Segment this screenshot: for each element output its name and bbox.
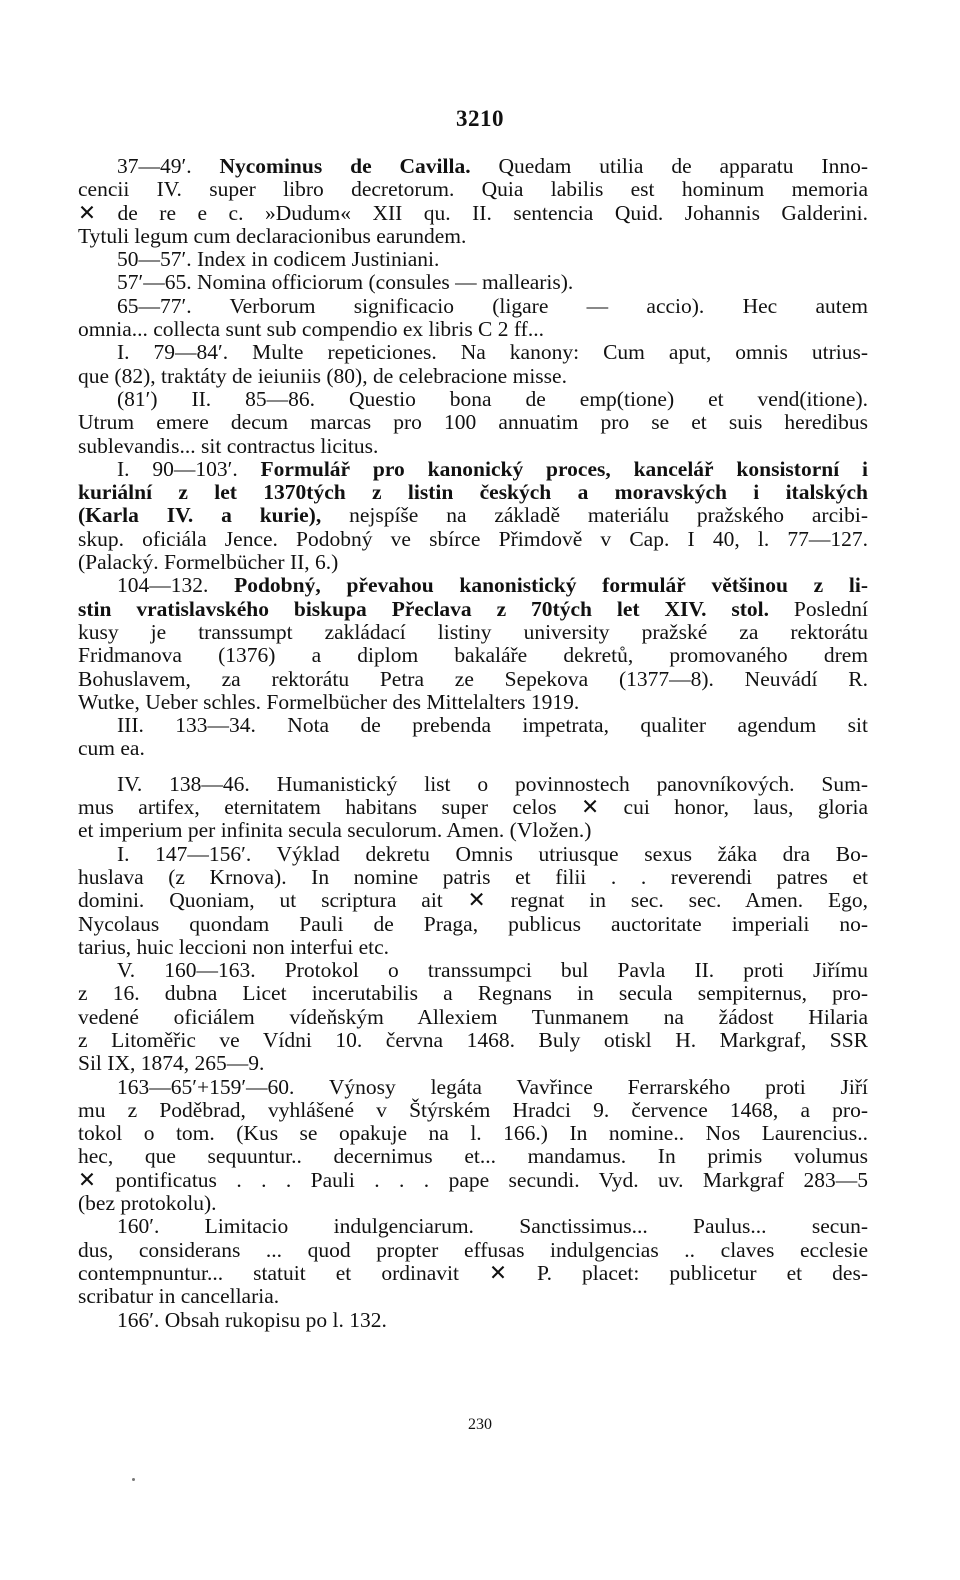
text-line: I. 147—156′. Výklad dekretu Omnis utriusque sexus žáka dra Bo- [117,841,868,866]
scan-speck [132,1478,135,1481]
text-line: (Palacký. Formelbücher II, 6.) [78,550,339,575]
text-line: Nycolaus quondam Pauli de Praga, publicus auctoritate imperiali no- [78,911,868,936]
text-line: 50—57′. Index in codicem Justiniani. [117,247,440,272]
text-line: omnia... collecta sunt sub compendio ex libris C 2 ff... [78,317,544,342]
text-line: (Karla IV. a kurie), nejspíše na základě materiálu pražského arcibi- [78,503,868,528]
text-line: 37—49′. Nycominus de Cavilla. Quedam utilia de apparatu Inno- [117,154,868,178]
text-line: z Litoměřic ve Vídni 10. června 1468. Buly otiskl H. Markgraf, SSR [78,1027,868,1052]
text-line: I. 79—84′. Multe repeticiones. Na kanony: Cum aput, omnis utrius- [117,340,868,365]
text-line: et imperium per infinita secula seculorum. Amen. (Vložen.) [78,818,592,843]
page-number-top: 3210 [456,106,504,131]
text-line: IV. 138—46. Humanistický list o povinnostech panovníkových. Sum- [117,771,868,796]
text-line: 57′—65. Nomina officiorum (consules — mallearis). [117,270,574,295]
text-line: 160′. Limitacio indulgenciarum. Sanctissimus... Paulus... secun- [117,1214,868,1239]
text-line: 163—65′+159′—60. Výnosy legáta Vavřince Ferrarského proti Jiří [117,1074,868,1099]
text-line: Bohuslavem, za rektorátu Petra ze Sepekova (1377—8). Neuvádí R. [78,666,868,691]
text-line: ✕ de re e c. »Dudum« XII qu. II. sentencia Quid. Johannis Galderini. [78,200,868,225]
text-line: huslava (z Krnova). In nomine patris et filii . . reverendi patres et [78,864,868,889]
paragraph-gap [78,761,868,773]
text-line: cencii IV. super libro decretorum. Quia labilis est hominum memoria [78,177,868,202]
text-line: Wutke, Ueber schles. Formelbücher des Mittelalters 1919. [78,689,580,714]
text-line: sublevandis... sit contractus licitus. [78,433,379,458]
text-line: Utrum emere decum marcas pro 100 annuatim pro se et suis heredibus [78,410,868,435]
text-line: kusy je transsumpt zakládací listiny university pražské za rektorátu [78,619,868,644]
text-line: vedené oficiálem vídeňským Allexiem Tunmanem na žádost Hilaria [78,1004,868,1029]
text-line: ✕ pontificatus . . . Pauli . . . pape secundi. Vyd. uv. Markgraf 283—5 [78,1167,868,1192]
text-line: 166′. Obsah rukopisu po l. 132. [117,1307,387,1332]
text-line: I. 90—103′. Formulář pro kanonický proces, kancelář konsistorní i [117,456,868,481]
text-line: 104—132. Podobný, převahou kanonistický formulář většinou z li- [117,573,869,598]
text-line: Tytuli legum cum declaracionibus earundem. [78,223,467,248]
text-line: V. 160—163. Protokol o transsumpci bul Pavla II. proti Jiřímu [117,958,868,983]
text-line: (bez protokolu). [78,1191,217,1216]
text-line: scribatur in cancellaria. [78,1284,280,1309]
text-line: z 16. dubna Licet incerutabilis a Regnans in secula sempiternus, pro- [78,981,868,1006]
text-line: Fridmanova (1376) a diplom bakaláře dekretů, promovaného drem [78,643,868,668]
text-line: contempnuntur... statuit et ordinavit ✕ P. placet: publicetur et des- [78,1260,868,1285]
text-line: kuriální z let 1370tých z listin českých a moravských i italských [78,480,868,505]
page-number-bottom: 230 [468,1416,492,1433]
text-line: mu z Poděbrad, vyhlášené v Štýrském Hradci 9. července 1468, a pro- [78,1097,868,1122]
text-line: Sil IX, 1874, 265—9. [78,1051,265,1076]
text-line: 65—77′. Verborum significacio (ligare — accio). Hec autem [117,293,868,318]
text-line: skup. oficiála Jence. Podobný ve sbírce Přimdově v Cap. I 40, l. 77—127. [78,526,868,551]
text-line: III. 133—34. Nota de prebenda impetrata, qualiter agendum sit [117,713,868,738]
text-line: dus, considerans ... quod propter effusas indulgencias .. claves ecclesie [78,1237,868,1262]
text-line: stin vratislavského biskupa Přeclava z 70tých let XIV. stol. Poslední [78,596,868,621]
text-line: mus artifex, eternitatem habitans super celos ✕ cui honor, laus, gloria [78,795,868,820]
catalog-text [78,155,868,1332]
text-line: (81′) II. 85—86. Questio bona de emp(tione) et vend(itione). [117,386,868,411]
text-line: hec, que sequuntur.. decernimus et... mandamus. In primis volumus [78,1144,868,1169]
text-line: tarius, huic leccioni non interfui etc. [78,934,390,959]
text-line: cum ea. [78,736,145,761]
text-line: tokol o tom. (Kus se opakuje na l. 166.) In nomine.. Nos Laurencius.. [78,1121,868,1146]
text-line: que (82), traktáty de ieiuniis (80), de celebracione misse. [78,363,567,388]
text-line: domini. Quoniam, ut scriptura ait ✕ regnat in sec. sec. Amen. Ego, [78,888,868,913]
